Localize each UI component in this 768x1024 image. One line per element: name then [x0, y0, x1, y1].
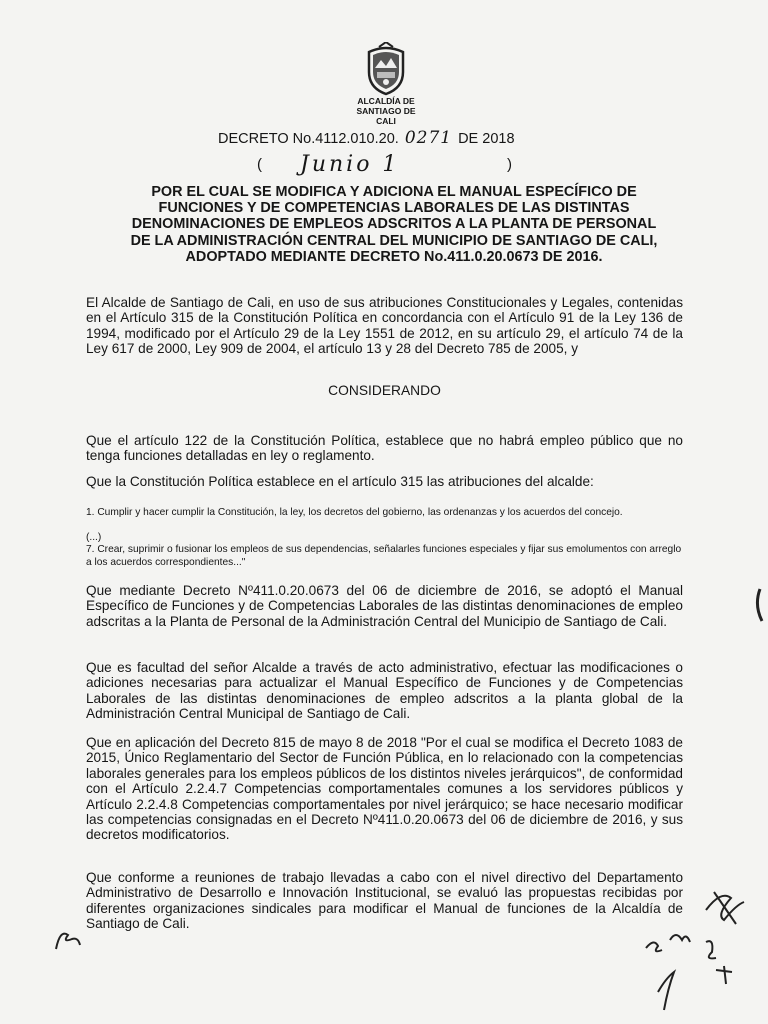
paragraph-reuniones: Que conforme a reuniones de trabajo llevadas a cabo con el nivel directivo del Departamento Administrativo de Desarrollo e Innovación Institucional, se evaluó las propuestas recibidas por diferentes organizaciones sindicales para modificar el Manual de funciones de la Alcaldía de Santiago de Cali. [86, 870, 683, 932]
quote-item-1: 1. Cumplir y hacer cumplir la Constitución, la ley, los decretos del gobierno, las ordenanzas y los acuerdos del concejo. [86, 507, 623, 518]
edge-mark [750, 585, 768, 625]
quote-ellipsis: (...) [86, 532, 102, 543]
intro-paragraph: El Alcalde de Santiago de Cali, en uso de sus atribuciones Constitucionales y Legales, contenidas en el Artículo 315 de la Constitución Política en concordancia con el Artículo 91 de la Ley 136 de 1994, modificado por el Artículo 29 de la Ley 1551 de 2012, en su artículo 29, el artículo 74 de la Ley 617 de 2000, Ley 909 de 2004, el artículo 13 y 28 del Decreto 785 de 2005, y [86, 295, 683, 357]
decree-handwritten-number: 0271 [404, 128, 453, 148]
margin-mark [50, 925, 86, 955]
decree-line [218, 128, 515, 148]
paragraph-article-122: Que el artículo 122 de la Constitución Política, establece que no habrá empleo público que no tenga funciones detalladas en ley o reglamento. [86, 433, 683, 464]
decree-title: POR EL CUAL SE MODIFICA Y ADICIONA EL MANUAL ESPECÍFICO DE FUNCIONES Y DE COMPETENCIAS LABORALES DE LAS DISTINTAS DENOMINACIONES DE EMPLEOS ADSCRITOS A LA PLANTA DE PERSONAL DE LA ADMINISTRACIÓN CENTRAL DEL MUNICIPIO DE SANTIAGO DE CALI, ADOPTADO MEDIANTE DECRETO No.411.0.20.0673 DE 2016. [130, 184, 658, 265]
quote-item-7: 7. Crear, suprimir o fusionar los empleos de sus dependencias, señalarles funciones especiales y fijar sus emolumentos con arreglo a los acuerdos correspondientes..." [86, 544, 682, 568]
paragraph-article-315: Que la Constitución Política establece en el artículo 315 las atribuciones del alcalde: [86, 474, 594, 489]
org-name-line1: ALCALDÍA DE [357, 96, 415, 106]
handwritten-date: Junio 1 [300, 152, 400, 177]
paragraph-facultad: Que es facultad del señor Alcalde a través de acto administrativo, efectuar las modificaciones o adiciones necesarias para actualizar el Manual Específico de Funciones y de Competencias Laborales de las distintas denominaciones de empleo adscritos a la planta global de la Administración Central Municipal de Santiago de Cali. [86, 660, 683, 722]
considerando-heading: CONSIDERANDO [328, 383, 441, 398]
date-paren-open: ( [257, 156, 262, 173]
handwritten-initials [596, 880, 768, 1024]
date-paren-close: ) [507, 156, 512, 173]
decree-prefix: DECRETO No.4112.010.20. [218, 131, 399, 147]
paragraph-decree-815: Que en aplicación del Decreto 815 de mayo 8 de 2018 "Por el cual se modifica el Decreto 1083 de 2015, Único Reglamentario del Sector de Función Pública, en lo relacionado con la competencias laborales generales para los empleos públicos de los distintos niveles jerárquicos", de conformidad con el Artículo 2.2.4.7 Competencias comportamentales comunes a los servidores públicos y Artículo 2.2.4.8 Competencias comportamentales por nivel jerárquico; se hace necesario modificar las competencias consignadas en el Decreto Nº411.0.20.0673 del 06 de diciembre de 2016, y sus decretos modificatorios. [86, 735, 683, 843]
paragraph-decree-0673: Que mediante Decreto Nº411.0.20.0673 del 06 de diciembre de 2016, se adoptó el Manual Específico de Funciones y de Competencias Laborales de las distintas denominaciones de empleo adscritas a la Planta de Personal de la Administración Central del Municipio de Santiago de Cali. [86, 583, 683, 629]
decree-year: DE 2018 [458, 131, 515, 147]
header-seal [346, 42, 426, 126]
coat-of-arms-icon [365, 42, 407, 96]
org-name-line2: SANTIAGO DE CALI [356, 106, 416, 126]
